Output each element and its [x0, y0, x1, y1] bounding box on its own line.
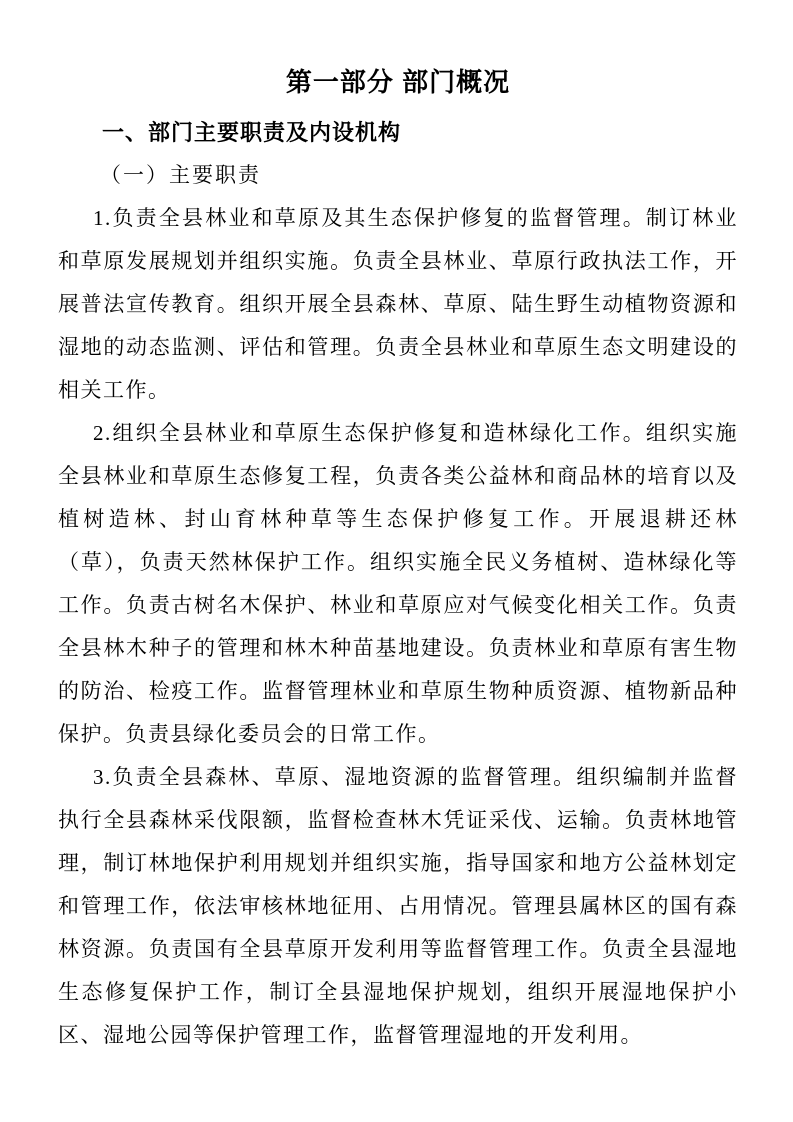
paragraph-duty-2: 2.组织全县林业和草原生态保护修复和造林绿化工作。组织实施全县林业和草原生态修复工程，负责各类公益林和商品林的培育以及植树造林、封山育林种草等生态保护修复工作。开展退耕还林（草），负责天然林保护工作。组织实施全民义务植树、造林绿化等工作。负责古树名木保护、林业和草原应对气候变化相关工作。负责全县林木种子的管理和林木种苗基地建设。负责林业和草原有害生物的防治、检疫工作。监督管理林业和草原生物种质资源、植物新品种保护。负责县绿化委员会的日常工作。 — [58, 421, 738, 746]
paragraph-duty-1: 1.负责全县林业和草原及其生态保护修复的监督管理。制订林业和草原发展规划并组织实施。负责全县林业、草原行政执法工作，开展普法宣传教育。组织开展全县森林、草原、陆生野生动植物资源和湿地的动态监测、评估和管理。负责全县林业和草原生态文明建设的相关工作。 — [58, 206, 738, 402]
section-heading: 一、部门主要职责及内设机构 — [102, 120, 402, 145]
subsection-heading: （一）主要职责 — [100, 163, 261, 187]
document-title: 第一部分 部门概况 — [285, 67, 511, 97]
paragraph-duty-3: 3.负责全县森林、草原、湿地资源的监督管理。组织编制并监督执行全县森林采伐限额，监督检查林木凭证采伐、运输。负责林地管理，制订林地保护利用规划并组织实施，指导国家和地方公益林划定和管理工作，依法审核林地征用、占用情况。管理县属林区的国有森林资源。负责国有全县草原开发利用等监督管理工作。负责全县湿地生态修复保护工作，制订全县湿地保护规划，组织开展湿地保护小区、湿地公园等保护管理工作，监督管理湿地的开发利用。 — [58, 765, 738, 1047]
